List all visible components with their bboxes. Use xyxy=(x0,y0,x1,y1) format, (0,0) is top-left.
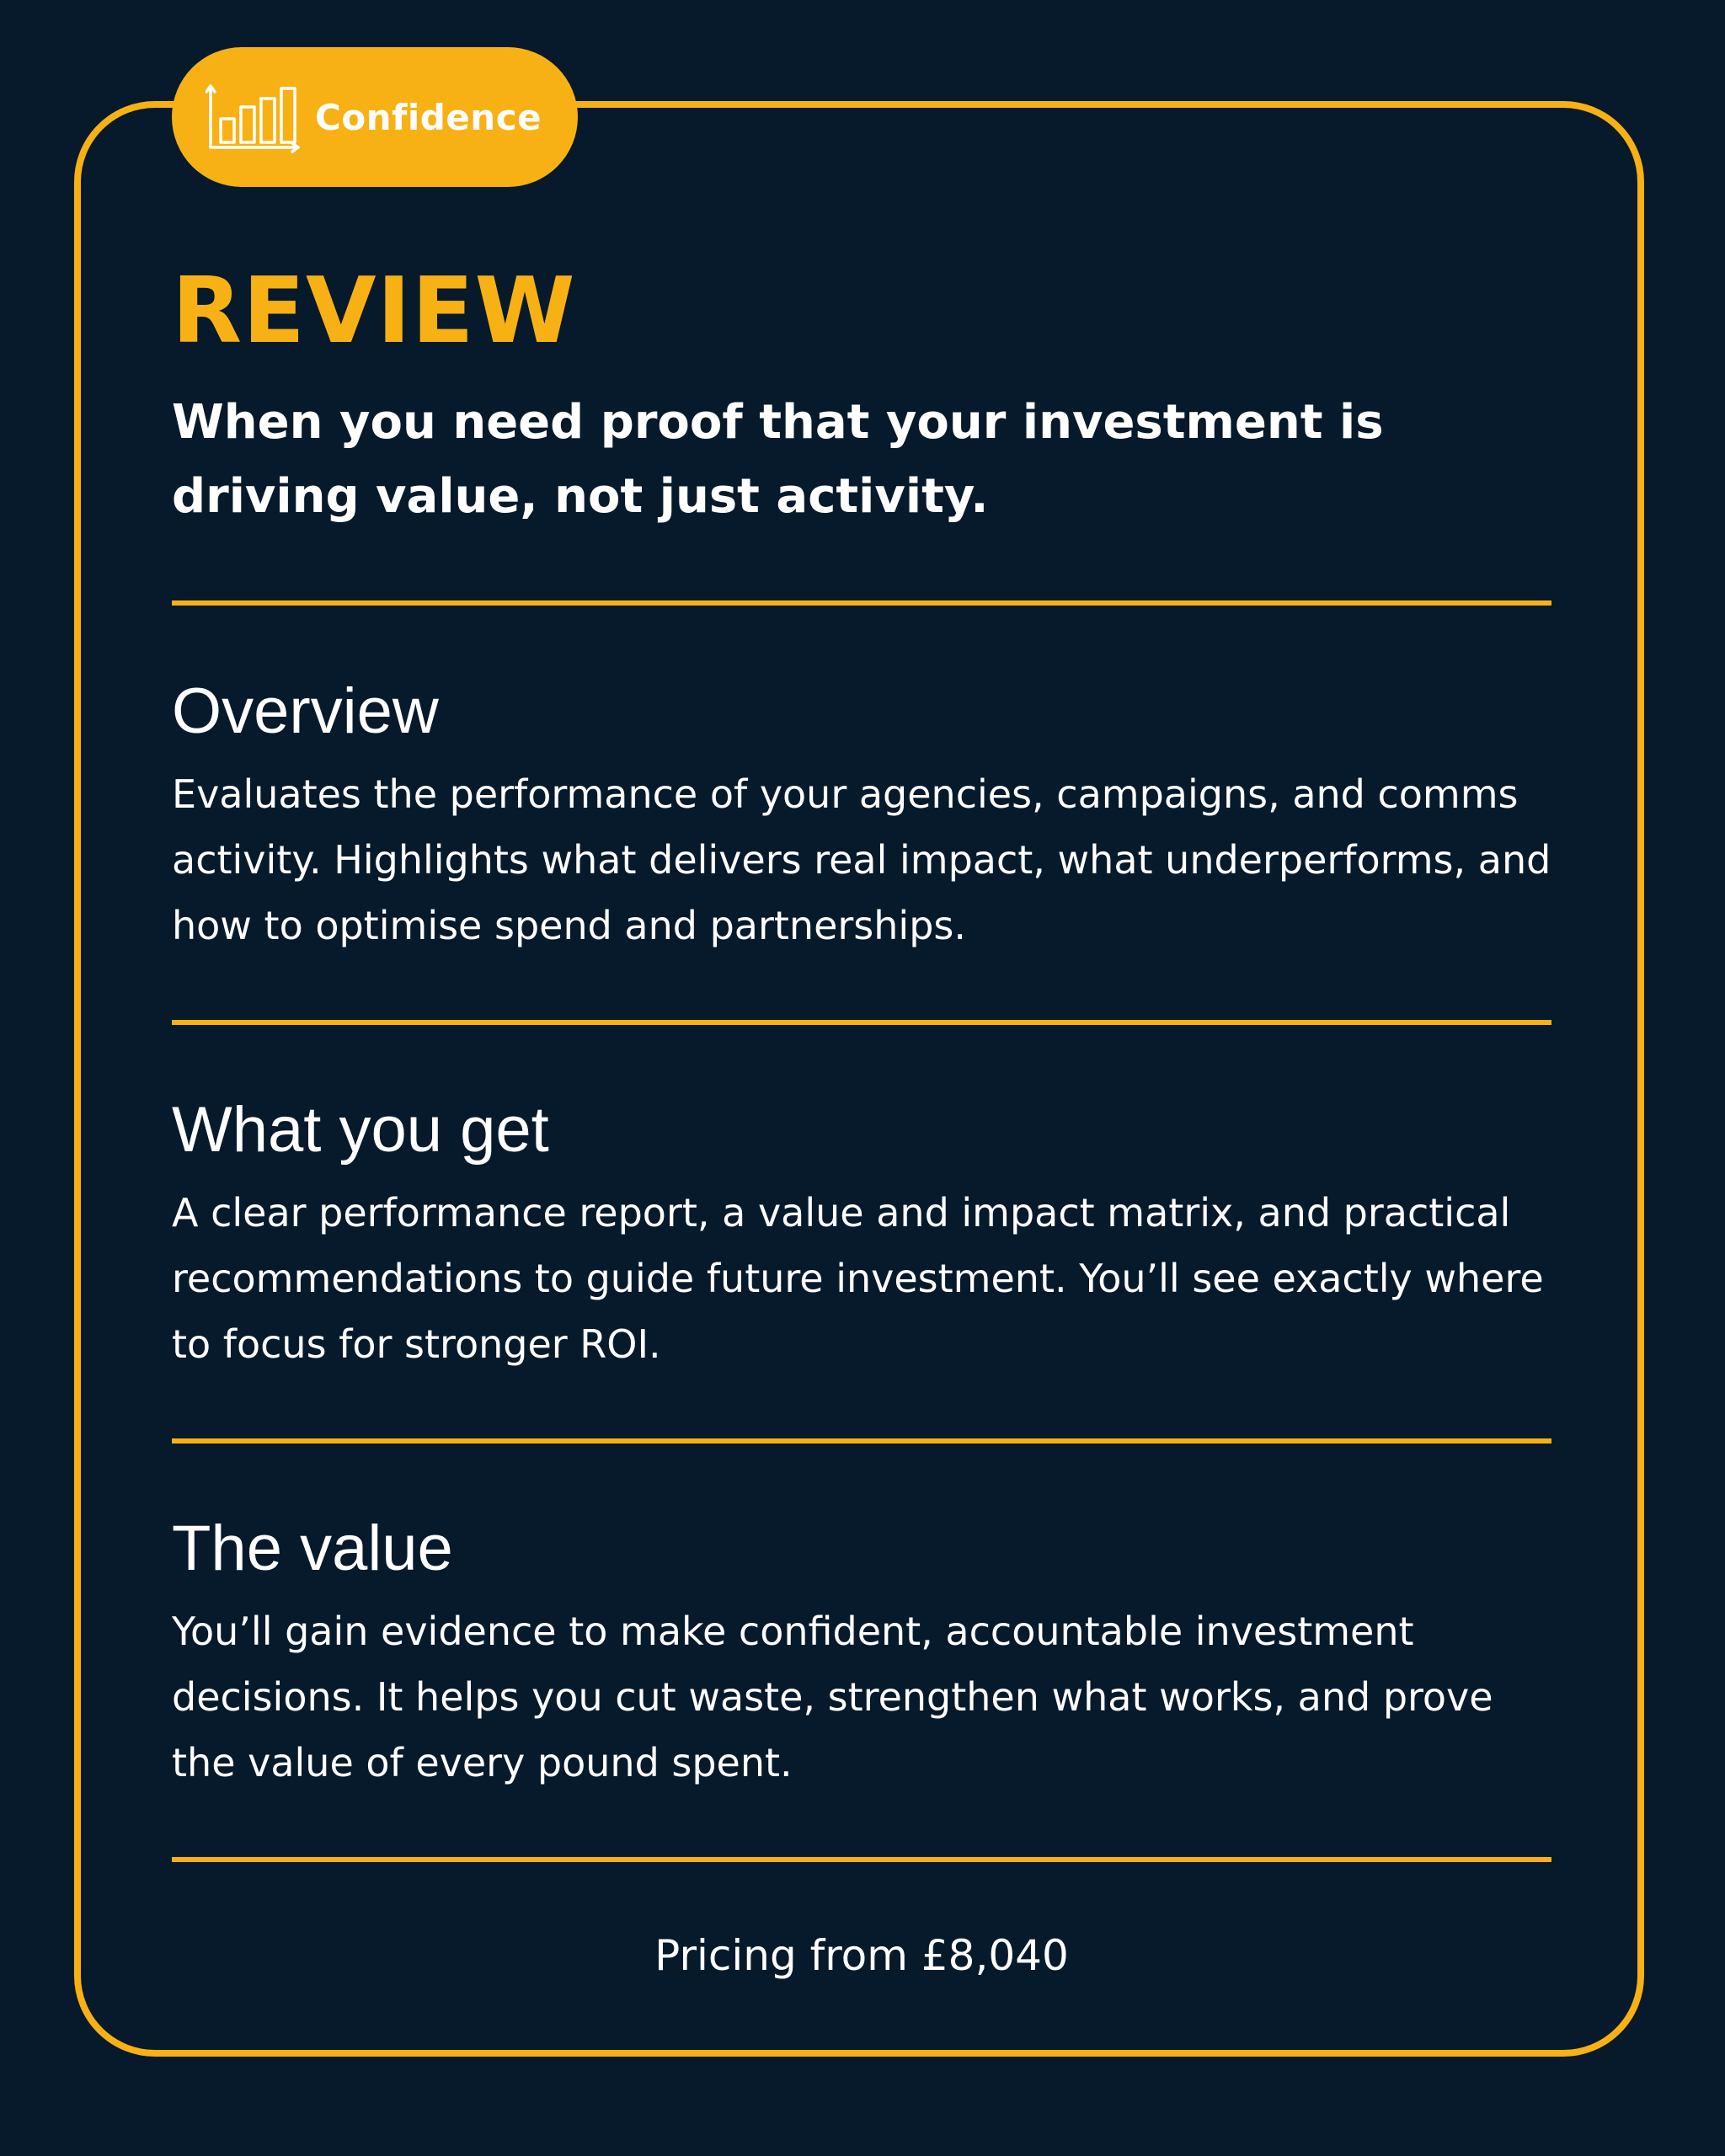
what-you-get-heading: What you get xyxy=(172,1094,549,1166)
page-subtitle: When you need proof that your investment is driving value, not just activity. xyxy=(172,395,1384,524)
divider xyxy=(172,1438,1551,1444)
overview-body: Evaluates the performance of your agencies, campaigns, and comms activity. Highlights what delivers real impact, what underperforms, and how to optimise spend and partnerships. xyxy=(172,771,1551,948)
category-badge xyxy=(172,47,578,187)
overview-heading: Overview xyxy=(172,675,439,747)
bar-chart-icon xyxy=(206,78,303,156)
what-you-get-body: A clear performance report, a value and impact matrix, and practical recommendations to guide future investment. You’ll see exactly where to focus for stronger ROI. xyxy=(172,1190,1544,1367)
the-value-body: You’ll gain evidence to make confident, accountable investment decisions. It helps you cut waste, strengthen what works, and prove the value of every pound spent. xyxy=(172,1609,1493,1785)
divider xyxy=(172,600,1551,606)
page-title: REVIEW xyxy=(172,259,576,364)
pricing-text: Pricing from £8,040 xyxy=(654,1931,1069,1980)
badge-label: Confidence xyxy=(315,96,542,138)
divider xyxy=(172,1020,1551,1025)
the-value-heading: The value xyxy=(172,1513,453,1584)
divider xyxy=(172,1857,1551,1862)
